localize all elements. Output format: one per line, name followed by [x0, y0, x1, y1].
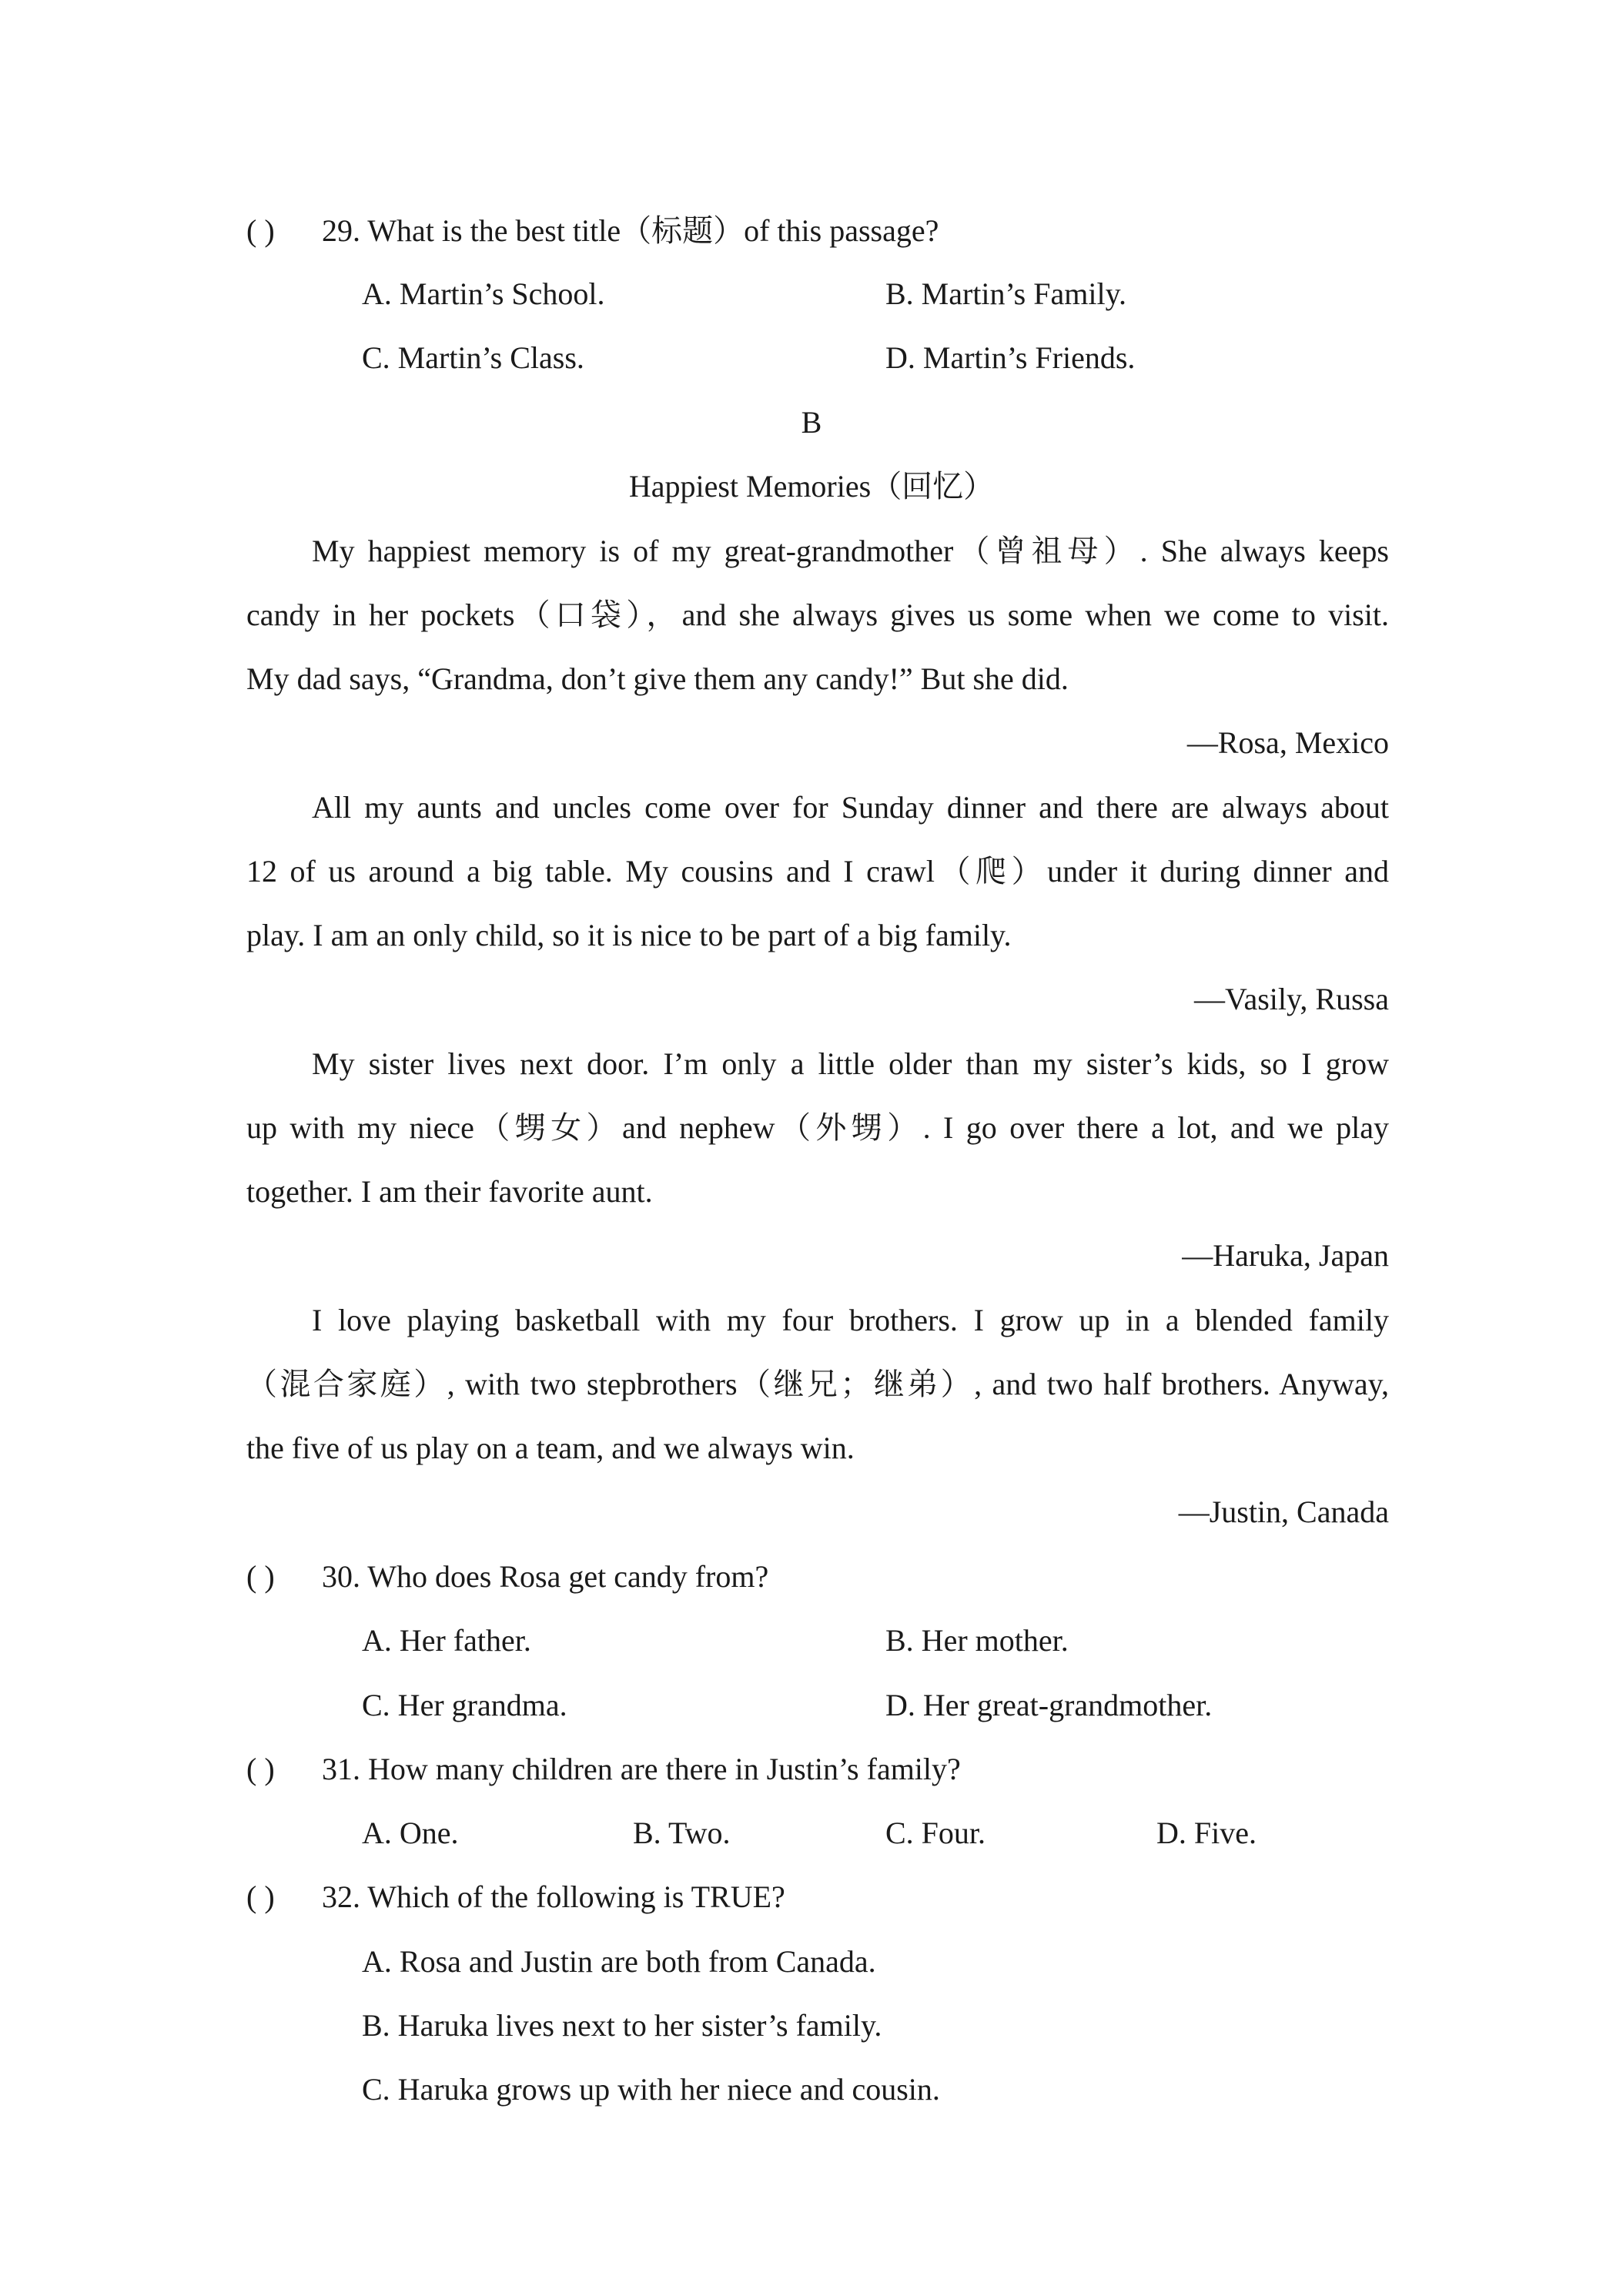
question-text: 30. Who does Rosa get candy from? [322, 1559, 769, 1594]
option-b: B. Two. [633, 1816, 731, 1850]
paragraph-line: （混合家庭）, with two stepbrothers（继兄；继弟）, and two half brothers. Anyway, [246, 1367, 1389, 1401]
question-text: 31. How many children are there in Justin’s family? [322, 1752, 961, 1786]
signature-haruka: —Haruka, Japan [1182, 1238, 1389, 1273]
passage-title: Happiest Memories（回忆） [628, 469, 995, 504]
option-c: C. Martin’s Class. [362, 340, 584, 375]
signature-justin: —Justin, Canada [1178, 1494, 1389, 1529]
option-b: B. Her mother. [885, 1623, 1069, 1658]
option-d: D. Her great-grandmother. [885, 1688, 1213, 1722]
signature-vasily: —Vasily, Russa [1194, 982, 1389, 1016]
paragraph-line: together. I am their favorite aunt. [246, 1174, 653, 1209]
paragraph-line: the five of us play on a team, and we always win. [246, 1431, 855, 1465]
signature-rosa: —Rosa, Mexico [1186, 725, 1389, 760]
option-b: B. Haruka lives next to her sister’s family. [362, 2008, 882, 2043]
paragraph-line: All my aunts and uncles come over for Sunday dinner and there are always about [312, 790, 1389, 825]
paragraph-line: candy in her pockets（口袋），and she always gives us some when we come to visit. [246, 597, 1389, 632]
paragraph-line: 12 of us around a big table. My cousins and I crawl（爬）under it during dinner and [246, 854, 1389, 889]
answer-blank[interactable]: ( ) [246, 1559, 275, 1594]
paragraph-line: My dad says, “Grandma, don’t give them any candy!” But she did. [246, 661, 1069, 696]
paragraph-line: up with my niece（甥女）and nephew（外甥）. I go over there a lot, and we play [246, 1110, 1389, 1145]
answer-blank[interactable]: ( ) [246, 213, 275, 248]
section-label: B [801, 405, 822, 440]
option-a: A. Her father. [362, 1623, 531, 1658]
answer-blank[interactable]: ( ) [246, 1752, 275, 1786]
answer-blank[interactable]: ( ) [246, 1879, 275, 1914]
option-a: A. Rosa and Justin are both from Canada. [362, 1944, 876, 1979]
option-c: C. Her grandma. [362, 1688, 567, 1722]
option-c: C. Haruka grows up with her niece and cousin. [362, 2072, 940, 2107]
option-c: C. Four. [885, 1816, 986, 1850]
paragraph-line: My happiest memory is of my great-grandmother（曾祖母）. She always keeps [312, 534, 1389, 568]
option-d: D. Martin’s Friends. [885, 340, 1136, 375]
option-d: D. Five. [1156, 1816, 1257, 1850]
option-b: B. Martin’s Family. [885, 276, 1126, 311]
question-text: 32. Which of the following is TRUE? [322, 1879, 785, 1914]
option-a: A. Martin’s School. [362, 276, 605, 311]
paragraph-line: I love playing basketball with my four brothers. I grow up in a blended family [312, 1303, 1389, 1337]
option-a: A. One. [362, 1816, 459, 1850]
question-text: 29. What is the best title（标题）of this passage? [322, 213, 939, 248]
paragraph-line: My sister lives next door. I’m only a little older than my sister’s kids, so I grow [312, 1046, 1389, 1081]
paragraph-line: play. I am an only child, so it is nice to be part of a big family. [246, 918, 1012, 952]
